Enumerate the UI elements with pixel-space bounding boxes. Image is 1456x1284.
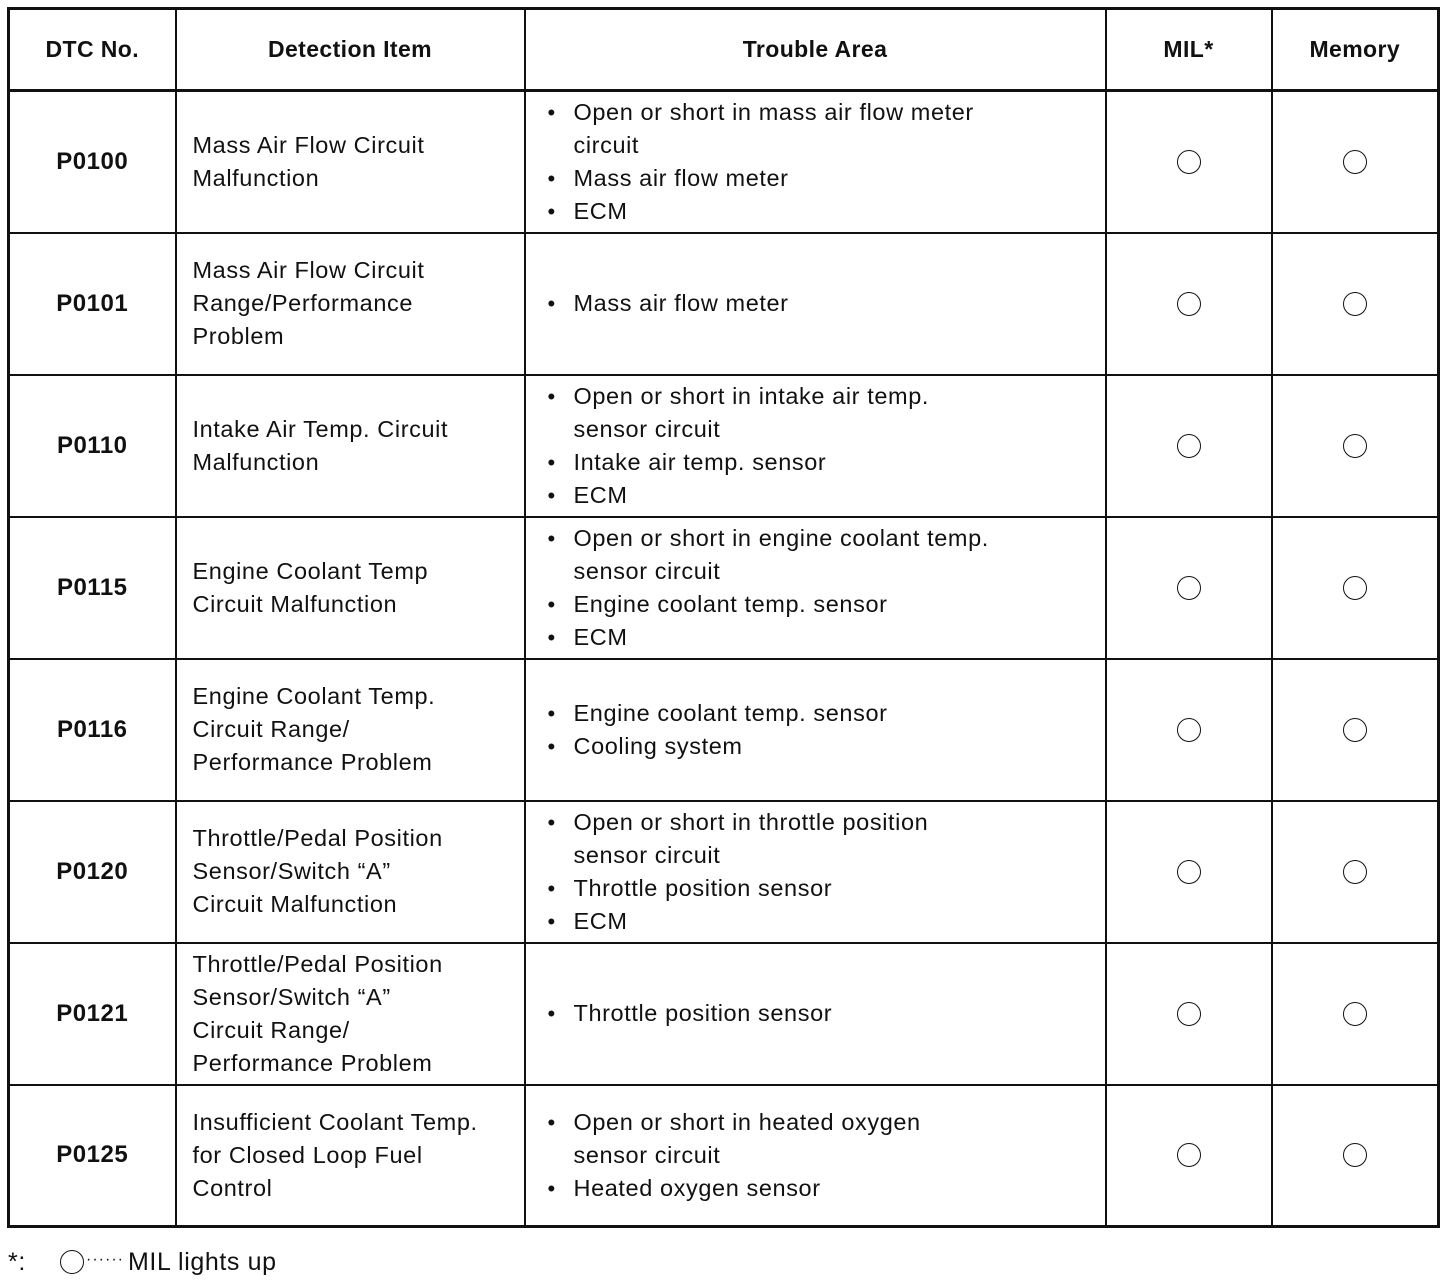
detection-item-line: Circuit Malfunction <box>192 590 398 617</box>
circle-icon <box>1177 1002 1201 1026</box>
circle-icon <box>1177 718 1201 742</box>
trouble-list-item <box>544 162 1097 195</box>
mil-indicator <box>1106 233 1272 375</box>
trouble-list <box>544 997 1097 1030</box>
trouble-item-line: ECM <box>573 907 628 934</box>
trouble-item-line: Heated oxygen sensor <box>573 1174 821 1201</box>
dtc-code: P0101 <box>9 233 176 375</box>
trouble-list-item <box>544 287 1097 320</box>
memory-indicator <box>1272 659 1439 801</box>
memory-indicator <box>1272 517 1439 659</box>
trouble-area <box>525 517 1106 659</box>
circle-icon <box>1343 576 1367 600</box>
trouble-area <box>525 801 1106 943</box>
trouble-item-line: sensor circuit <box>573 841 721 868</box>
trouble-list <box>544 380 1097 512</box>
trouble-item-text <box>574 621 1097 654</box>
table-row <box>9 517 1439 659</box>
trouble-item-line: Engine coolant temp. sensor <box>573 699 888 726</box>
detection-item-text <box>193 948 516 1080</box>
circle-icon <box>1177 292 1201 316</box>
detection-item-line: Performance Problem <box>192 1049 433 1076</box>
circle-icon <box>60 1250 84 1274</box>
detection-item-line: Control <box>192 1174 273 1201</box>
dtc-code: P0115 <box>9 517 176 659</box>
trouble-list-item <box>544 588 1097 621</box>
dtc-code: P0116 <box>9 659 176 801</box>
mil-indicator <box>1106 517 1272 659</box>
trouble-item-text <box>574 522 1097 588</box>
detection-item <box>176 1085 525 1227</box>
detection-item-text <box>193 254 516 353</box>
bullet-icon: • <box>547 733 556 759</box>
dtc-table <box>7 7 1440 1228</box>
circle-icon <box>1343 434 1367 458</box>
detection-item-line: Sensor/Switch “A” <box>192 983 391 1010</box>
trouble-item-line: Cooling system <box>573 732 743 759</box>
trouble-list <box>544 697 1097 763</box>
trouble-list-item <box>544 730 1097 763</box>
bullet-icon: • <box>547 383 556 409</box>
trouble-list <box>544 1106 1097 1205</box>
table-row <box>9 659 1439 801</box>
detection-item-text <box>193 413 516 479</box>
circle-icon <box>1343 1143 1367 1167</box>
trouble-list-item <box>544 997 1097 1030</box>
trouble-list-item <box>544 446 1097 479</box>
detection-item-line: Throttle/Pedal Position <box>192 825 443 851</box>
trouble-area <box>525 233 1106 375</box>
detection-item-text <box>193 680 516 779</box>
detection-item <box>176 659 525 801</box>
dtc-code: P0110 <box>9 375 176 517</box>
bullet-icon: • <box>547 809 556 835</box>
dtc-code: P0120 <box>9 801 176 943</box>
circle-icon <box>1177 150 1201 174</box>
table-row <box>9 233 1439 375</box>
mil-indicator <box>1106 659 1272 801</box>
detection-item-line: Mass Air Flow Circuit <box>192 131 425 158</box>
table-row <box>9 91 1439 233</box>
trouble-area <box>525 943 1106 1085</box>
bullet-icon: • <box>547 449 556 475</box>
trouble-item-line: ECM <box>573 197 628 224</box>
mil-indicator <box>1106 943 1272 1085</box>
table-row <box>9 801 1439 943</box>
trouble-item-line: Open or short in heated oxygen <box>573 1108 921 1135</box>
dtc-code: P0125 <box>9 1085 176 1227</box>
trouble-item-line: sensor circuit <box>573 415 721 442</box>
trouble-list <box>544 96 1097 228</box>
trouble-item-line: Open or short in mass air flow meter <box>573 98 974 125</box>
trouble-list-item <box>544 1106 1097 1172</box>
trouble-list <box>544 287 1097 320</box>
trouble-item-line: Throttle position sensor <box>573 1000 833 1026</box>
trouble-item-line: sensor circuit <box>573 1141 721 1168</box>
trouble-item-text <box>574 905 1097 938</box>
trouble-item-text <box>574 997 1097 1030</box>
trouble-item-line: ECM <box>573 481 628 508</box>
trouble-list-item <box>544 1172 1097 1205</box>
trouble-area <box>525 375 1106 517</box>
trouble-item-text <box>574 697 1097 730</box>
detection-item-line: Engine Coolant Temp. <box>192 683 436 709</box>
memory-indicator <box>1272 801 1439 943</box>
trouble-area <box>525 91 1106 233</box>
table-row <box>9 1085 1439 1227</box>
detection-item <box>176 233 525 375</box>
circle-icon <box>1343 860 1367 884</box>
bullet-icon: • <box>547 624 556 650</box>
dtc-code: P0121 <box>9 943 176 1085</box>
bullet-icon: • <box>547 291 556 316</box>
trouble-area <box>525 659 1106 801</box>
circle-icon <box>1177 1143 1201 1167</box>
bullet-icon: • <box>547 1109 556 1135</box>
header-dtc-no: DTC No. <box>9 9 176 91</box>
header-trouble-area: Trouble Area <box>525 9 1106 91</box>
trouble-item-line: Open or short in intake air temp. <box>573 382 929 409</box>
detection-item-line: Circuit Malfunction <box>192 891 398 917</box>
mil-indicator <box>1106 91 1272 233</box>
detection-item-line: Circuit Range/ <box>192 1016 350 1043</box>
detection-item <box>176 943 525 1085</box>
footnote-asterisk: *: <box>8 1247 26 1276</box>
bullet-icon: • <box>547 875 556 901</box>
trouble-item-text <box>574 195 1097 228</box>
footnote-dots: ······ <box>86 1251 124 1268</box>
trouble-item-line: Mass air flow meter <box>573 164 789 191</box>
table-row <box>9 943 1439 1085</box>
table-row <box>9 375 1439 517</box>
detection-item-line: for Closed Loop Fuel <box>192 1141 423 1168</box>
detection-item-line: Problem <box>192 323 285 349</box>
footnote-text: MIL lights up <box>127 1247 277 1276</box>
trouble-item-text <box>574 872 1097 905</box>
trouble-list-item <box>544 806 1097 872</box>
header-detection-item: Detection Item <box>176 9 525 91</box>
bullet-icon: • <box>547 591 556 617</box>
trouble-item-line: Open or short in throttle position <box>573 808 929 835</box>
circle-icon <box>1343 718 1367 742</box>
trouble-item-text <box>574 588 1097 621</box>
memory-indicator <box>1272 91 1439 233</box>
trouble-item-line: Engine coolant temp. sensor <box>573 590 888 617</box>
header-memory: Memory <box>1272 9 1439 91</box>
detection-item <box>176 801 525 943</box>
trouble-list-item <box>544 697 1097 730</box>
bullet-icon: • <box>547 1175 556 1201</box>
trouble-list-item <box>544 621 1097 654</box>
bullet-icon: • <box>547 99 556 125</box>
detection-item-text <box>193 129 516 195</box>
bullet-icon: • <box>547 198 556 224</box>
detection-item-line: Range/Performance <box>192 290 414 316</box>
detection-item-text <box>193 555 516 621</box>
mil-indicator <box>1106 801 1272 943</box>
trouble-item-text <box>574 287 1097 320</box>
trouble-list-item <box>544 872 1097 905</box>
circle-icon <box>1177 860 1201 884</box>
detection-item-line: Intake Air Temp. Circuit <box>192 415 449 442</box>
trouble-item-text <box>574 1106 1097 1172</box>
detection-item-line: Throttle/Pedal Position <box>192 950 443 977</box>
memory-indicator <box>1272 375 1439 517</box>
trouble-list-item <box>544 522 1097 588</box>
trouble-list-item <box>544 479 1097 512</box>
circle-icon <box>1177 576 1201 600</box>
detection-item-line: Malfunction <box>192 164 320 191</box>
footnote <box>8 1244 277 1280</box>
bullet-icon: • <box>547 482 556 508</box>
circle-icon <box>1177 434 1201 458</box>
trouble-list <box>544 806 1097 938</box>
header-row <box>9 9 1439 91</box>
trouble-list-item <box>544 195 1097 228</box>
detection-item-line: Sensor/Switch “A” <box>192 858 391 884</box>
trouble-list-item <box>544 96 1097 162</box>
circle-icon <box>1343 150 1367 174</box>
detection-item-line: Insufficient Coolant Temp. <box>192 1108 478 1135</box>
detection-item-line: Engine Coolant Temp <box>192 557 429 584</box>
detection-item-line: Circuit Range/ <box>192 716 350 742</box>
trouble-item-line: Open or short in engine coolant temp. <box>573 524 989 551</box>
trouble-item-text <box>574 730 1097 763</box>
detection-item-text <box>193 822 516 921</box>
memory-indicator <box>1272 943 1439 1085</box>
detection-item <box>176 91 525 233</box>
bullet-icon: • <box>547 165 556 191</box>
memory-indicator <box>1272 233 1439 375</box>
trouble-item-line: Throttle position sensor <box>573 874 833 901</box>
trouble-list-item <box>544 905 1097 938</box>
dtc-code: P0100 <box>9 91 176 233</box>
detection-item-line: Malfunction <box>192 448 320 475</box>
bullet-icon: • <box>547 1001 556 1026</box>
trouble-item-line: circuit <box>573 131 640 158</box>
trouble-item-text <box>574 162 1097 195</box>
memory-indicator <box>1272 1085 1439 1227</box>
mil-indicator <box>1106 375 1272 517</box>
trouble-item-line: Mass air flow meter <box>573 290 789 316</box>
detection-item-line: Mass Air Flow Circuit <box>192 257 425 283</box>
trouble-item-line: Intake air temp. sensor <box>573 448 827 475</box>
trouble-list <box>544 522 1097 654</box>
trouble-item-text <box>574 806 1097 872</box>
circle-icon <box>1343 1002 1367 1026</box>
trouble-item-text <box>574 96 1097 162</box>
trouble-item-line: ECM <box>573 623 628 650</box>
trouble-area <box>525 1085 1106 1227</box>
mil-indicator <box>1106 1085 1272 1227</box>
bullet-icon: • <box>547 700 556 726</box>
trouble-item-text <box>574 1172 1097 1205</box>
trouble-item-text <box>574 446 1097 479</box>
circle-icon <box>1343 292 1367 316</box>
trouble-item-text <box>574 380 1097 446</box>
trouble-item-text <box>574 479 1097 512</box>
trouble-list-item <box>544 380 1097 446</box>
detection-item-line: Performance Problem <box>192 749 433 775</box>
detection-item-text <box>193 1106 516 1205</box>
trouble-item-line: sensor circuit <box>573 557 721 584</box>
detection-item <box>176 517 525 659</box>
header-mil: MIL* <box>1106 9 1272 91</box>
detection-item <box>176 375 525 517</box>
bullet-icon: • <box>547 908 556 934</box>
bullet-icon: • <box>547 525 556 551</box>
